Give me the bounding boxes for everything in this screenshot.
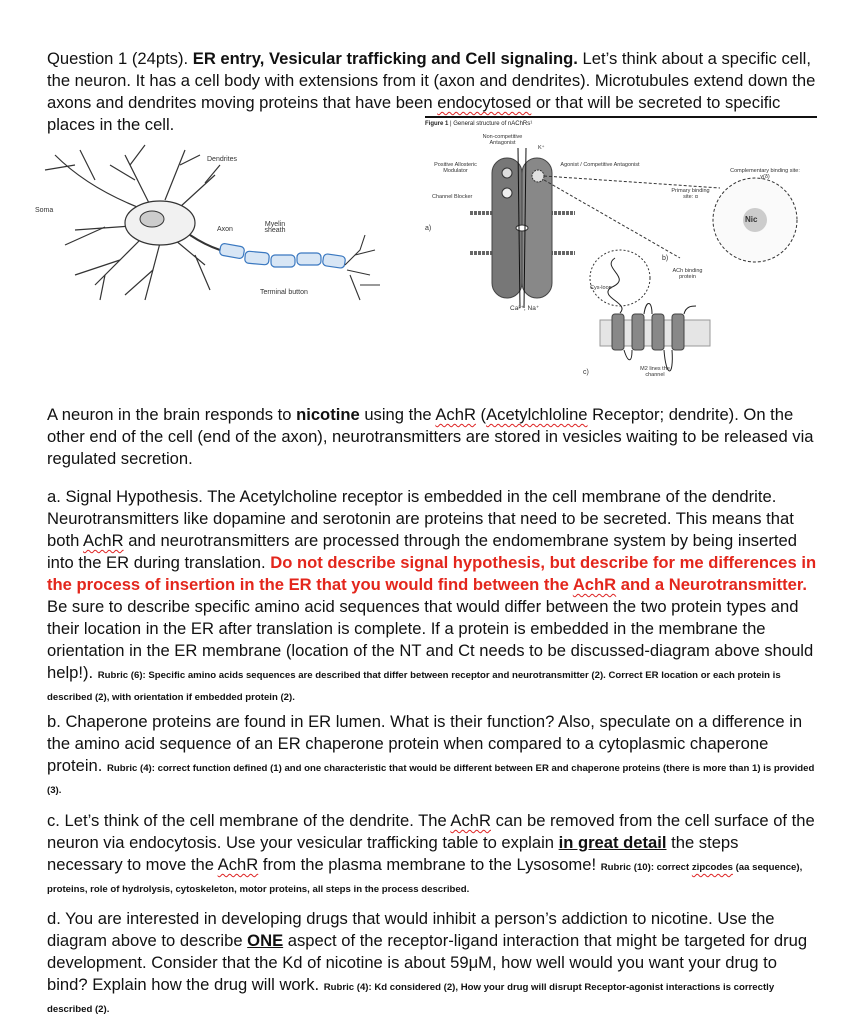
label-k-ion: K⁺ [538, 145, 545, 151]
label-pam: Positive Allosteric Modulator [434, 162, 477, 174]
paragraph-neuron: A neuron in the brain responds to nicotine using the AchR (Acetylchloline Receptor; dendrite). On the other end of the cell (end of the axon), neurotransmitters are stored in vesicles waiting to be released via regulated secretion. [47, 405, 814, 468]
spellcheck-word[interactable]: endocytosed [437, 93, 532, 112]
part-c-rubric: Rubric (10): correct zipcodes (aa sequence), proteins, role of hydrolysis, cytoskeleton, motor proteins, all steps in the process described. [47, 862, 803, 895]
part-c: c. Let’s think of the cell membrane of the dendrite. The AchR can be removed from the cell surface of the neuron via endocytosis. Use your vesicular trafficking table to explain in great detail the steps necessary to move the AchR from the plasma membrane to the Lysosome! Rubric (10): correct zipcodes (aa sequence), proteins, role of hydrolysis, cytoskeleton, motor proteins, all steps in the process described. [47, 811, 815, 895]
part-a-rubric: Rubric (6): Specific amino acids sequences are described that differ between receptor and neurotransmitter (2). Correct ER location or each protein is described (2), with orientation if embedded protein (2). [47, 670, 781, 703]
myelin-sheath-shape [219, 243, 346, 268]
label-terminal-button: Terminal button [260, 289, 308, 296]
label-nic: Nic [745, 215, 758, 224]
panel-a: a) [425, 225, 432, 232]
panel-b: b) [662, 255, 669, 262]
label-axon: Axon [217, 226, 233, 233]
emphasis-great-detail: in great detail [558, 833, 667, 852]
spellcheck-word[interactable]: AchR [435, 405, 476, 424]
spellcheck-word[interactable]: AchR [572, 575, 617, 594]
spellcheck-word[interactable]: AchR [217, 855, 259, 874]
intro-text-end: or that will be secreted to specific places in the cell. [47, 93, 781, 134]
part-a-instruction: Do not describe signal hypothesis, but describe for me differences in the process of insertion in the ER that you would find between the [47, 553, 817, 594]
label-dendrites: Dendrites [207, 156, 237, 163]
spellcheck-word[interactable]: AchR [450, 811, 491, 830]
emphasis-one: ONE [247, 931, 284, 950]
part-a-instruction-end: and a Neurotransmitter. [616, 575, 808, 594]
part-d: d. You are interested in developing drugs that would inhibit a person’s addiction to nicotine. Use the diagram above to describe ONE aspect of the receptor-ligand interaction that might be targeted for drug development. Consider that the Kd of nicotine is about 59μM, how well would you want your drug to bind? Explain how the drug will work. Rubric (4): Kd considered (2), How your drug will disrupt Receptor-agonist interactions is correctly described (2). [47, 909, 808, 1015]
spellcheck-word[interactable]: AchR [83, 531, 124, 550]
nicotine-bold: nicotine [296, 405, 360, 424]
label-myelin: Myelin sheath [264, 221, 286, 234]
label-soma: Soma [35, 207, 54, 214]
question-title: ER entry, Vesicular trafficking and Cell signaling. [192, 49, 578, 68]
label-ach-binding: ACh binding protein [672, 268, 703, 280]
label-channel-blocker: Channel Blocker [432, 194, 473, 200]
label-primary-site: Primary binding site: α [671, 188, 710, 200]
label-noncompetitive: Non-competitive Antagonist [482, 134, 523, 146]
part-a: a. Signal Hypothesis. The Acetylcholine receptor is embedded in the cell membrane of the dendrite. Neurotransmitters like dopamine and serotonin are proteins that need to be secreted. This means that both AchR and neurotransmitters are processed through the endomembrane system by being inserted into the ER during translation. Do not describe signal hypothesis, but describe for me differences in the process of insertion in the ER that you would find between the AchR and a Neurotransmitter. Be sure to describe specific amino acid sequences that would differ between the two protein types and their location in the ER after translation is complete. If a protein is embedded in the membrane the orientation in the ER membrane (location of the NT and Ct needs to be discussed-diagram above should help!). Rubric (6): Specific amino acids sequences are described that differ between receptor and neurotransmitter (2). Correct ER location or each protein is described (2), with orientation if embedded protein (2). [47, 487, 817, 703]
label-agonist: Agonist / Competitive Antagonist [560, 162, 640, 168]
intro-text: Let’s think about a specific cell, the neuron. It has a cell body with extensions from it (axon and dendrites). Microtubules extend down the axons and dendrites moving proteins that have been [47, 49, 816, 112]
part-d-rubric: Rubric (4): Kd considered (2), How your drug will disrupt Receptor-agonist interactions is correctly described (2). [47, 982, 775, 1015]
question-heading: Question 1 (24pts). [47, 49, 189, 68]
part-b-rubric: Rubric (4): correct function defined (1) and one characteristic that would be different between ER and chaperone proteins (there is more than 1) is provided (3). [47, 763, 815, 796]
label-cys-loop: Cys-loop [590, 285, 612, 291]
spellcheck-word[interactable]: Acetylchloline [486, 405, 588, 424]
part-b: b. Chaperone proteins are found in ER lumen. What is their function? Also, speculate on a difference in the amino acid sequence of an ER chaperone protein when compared to a cytoplasmic chaperone protein. Rubric (4): correct function defined (1) and one characteristic that would be different between ER and chaperone proteins (there is more than 1) is provided (3). [47, 712, 815, 796]
label-complementary-site: Complementary binding site: γ(δ) [730, 168, 800, 180]
receptor-figure [420, 128, 840, 378]
neuron-figure [35, 135, 385, 310]
label-m2-lines: M2 lines the channel [640, 366, 670, 378]
figure-rule [425, 116, 817, 118]
figure-caption: Figure 1 | General structure of nAChRs¹ [425, 121, 533, 127]
spellcheck-word[interactable]: zipcodes [691, 862, 733, 873]
panel-c: c) [583, 369, 589, 376]
label-ions: Ca²⁺, Na⁺ [510, 305, 540, 312]
